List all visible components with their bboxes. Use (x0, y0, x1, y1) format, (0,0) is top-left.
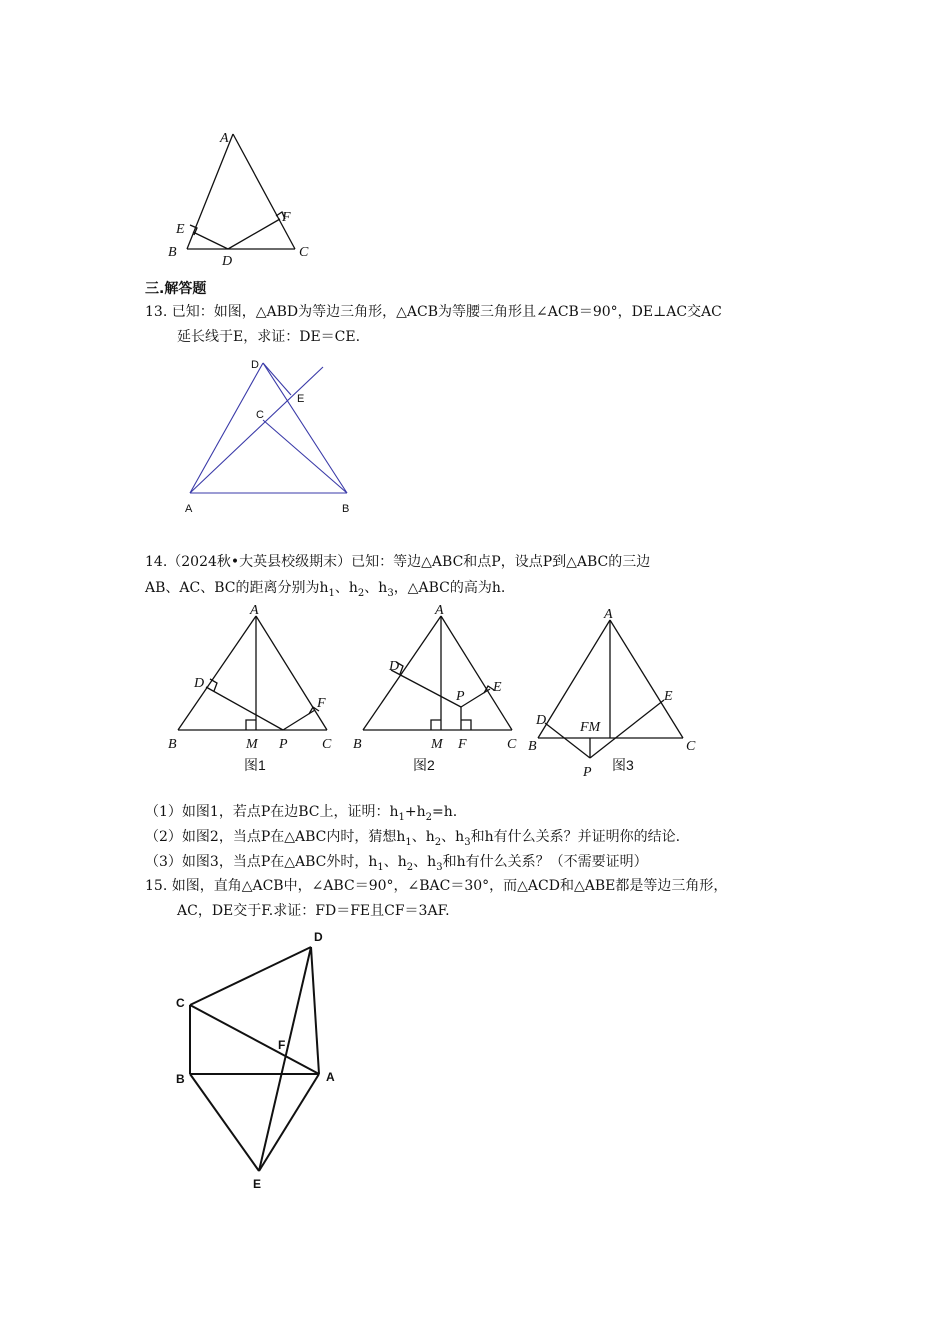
q14-line1 (145, 553, 650, 571)
q14-sub1-b: +h (404, 804, 426, 820)
fig1-label-P: P (279, 737, 288, 752)
q14-sub2-a: （2）如图2，当点P在△ABC内时，猜想h (145, 829, 406, 845)
fig3-label-P: P (583, 765, 592, 780)
fig2-label-D: D (389, 659, 400, 674)
q13-number: 13. (145, 304, 168, 320)
q13-line1 (145, 303, 722, 321)
q15-line2: AC，DE交于F.求证：FD＝FE且CF＝3AF. (177, 903, 450, 919)
fig1-label-M: M (246, 737, 258, 752)
q14-sub3-b: 、h (383, 854, 407, 870)
label-A: A (220, 131, 229, 146)
label-B: B (176, 1072, 185, 1086)
fig3-label-D: D (536, 713, 547, 728)
fig3-label-C: C (686, 739, 696, 754)
fig2-label-B: B (353, 737, 362, 752)
fig3-label-FM: FM (580, 720, 601, 735)
figure-q13 (175, 355, 365, 520)
q14-number: 14. (145, 554, 168, 570)
q15-number: 15. (145, 878, 168, 894)
fig2-caption: 图2 (413, 757, 435, 773)
q14-sub2-b: 、h (411, 829, 435, 845)
fig3-caption: 图3 (612, 757, 634, 773)
q14-text-2c: 、h (364, 580, 388, 596)
q13-line2: 延长线于E，求证：DE＝CE. (177, 329, 361, 345)
sub-1: 1 (398, 811, 405, 823)
fig1-lines (178, 616, 327, 730)
sub-1: 1 (405, 836, 412, 848)
fig2-label-A: A (435, 603, 444, 618)
q14-text-2d: ，△ABC的高为h. (393, 580, 506, 596)
fig2-label-F: F (458, 737, 467, 752)
label-A: A (185, 503, 193, 515)
q14-sub1-a: （1）如图1，若点P在边BC上，证明：h (145, 804, 399, 820)
q14-sub3 (145, 853, 648, 877)
fig3-label-E: E (664, 689, 673, 704)
fig3-label-A: A (604, 607, 613, 622)
q14-sub2-c: 、h (441, 829, 465, 845)
sub-2: 2 (406, 861, 414, 873)
label-F: F (282, 210, 291, 225)
sub-2: 2 (357, 587, 365, 599)
q14-sub3-c: 、h (413, 854, 437, 870)
q14-sub1 (145, 803, 457, 827)
label-C: C (256, 409, 264, 421)
fig1-label-D: D (194, 676, 205, 691)
label-B: B (342, 503, 350, 515)
sub-3: 3 (436, 861, 443, 873)
fig3-label-B: B (528, 739, 537, 754)
q14-sub1-c: =h. (432, 804, 458, 820)
label-E: E (176, 222, 185, 237)
label-C: C (299, 245, 309, 260)
q14-sub3-d: 和h有什么关系？（不需要证明） (442, 854, 648, 870)
label-C: C (176, 996, 185, 1010)
sub-1: 1 (328, 587, 335, 599)
label-F: F (278, 1038, 286, 1052)
label-D: D (251, 359, 259, 371)
figure-triangle-top (160, 120, 330, 270)
sub-3: 3 (464, 836, 471, 848)
fig2-label-C: C (507, 737, 517, 752)
fig2-label-P: P (456, 689, 465, 704)
fig1-label-F: F (317, 696, 326, 711)
q14-sub2 (145, 828, 680, 852)
figure-q15 (170, 925, 340, 1195)
figure-q14 (160, 598, 720, 783)
sub-2: 2 (425, 811, 433, 823)
fig3-lines (538, 620, 683, 758)
fig1-label-B: B (168, 737, 177, 752)
fig2-label-M: M (431, 737, 443, 752)
fig1-label-A: A (250, 603, 259, 618)
label-E: E (253, 1177, 262, 1191)
fig1-caption: 图1 (244, 757, 266, 773)
label-A: A (326, 1070, 335, 1084)
fig2-lines (363, 616, 512, 730)
sub-2: 2 (434, 836, 442, 848)
q14-text-1: （2024秋•大英县校级期末）已知：等边△ABC和点P，设点P到△ABC的三边 (167, 554, 651, 570)
q13-text-1: 已知：如图，△ABD为等边三角形，△ACB为等腰三角形且∠ACB＝90°，DE⊥AC交AC (171, 304, 722, 320)
fig2-label-E: E (493, 680, 502, 695)
sub-1: 1 (377, 861, 384, 873)
label-D: D (314, 930, 323, 944)
label-E: E (297, 393, 305, 405)
label-B: B (168, 245, 177, 260)
q15-line1 (145, 877, 727, 895)
fig1-label-C: C (322, 737, 332, 752)
section-heading: 三.解答题 (145, 281, 207, 297)
q14-sub3-a: （3）如图3，当点P在△ABC外时，h (145, 854, 378, 870)
q15-text-1: 如图，直角△ACB中，∠ABC＝90°，∠BAC＝30°，而△ACD和△ABE都是等边三角形， (171, 878, 728, 894)
label-D: D (222, 254, 233, 269)
q14-text-2b: 、h (334, 580, 358, 596)
sub-3: 3 (387, 587, 394, 599)
q14-text-2a: AB、AC、BC的距离分别为h (145, 580, 329, 596)
q14-sub2-d: 和h有什么关系？并证明你的结论. (470, 829, 681, 845)
